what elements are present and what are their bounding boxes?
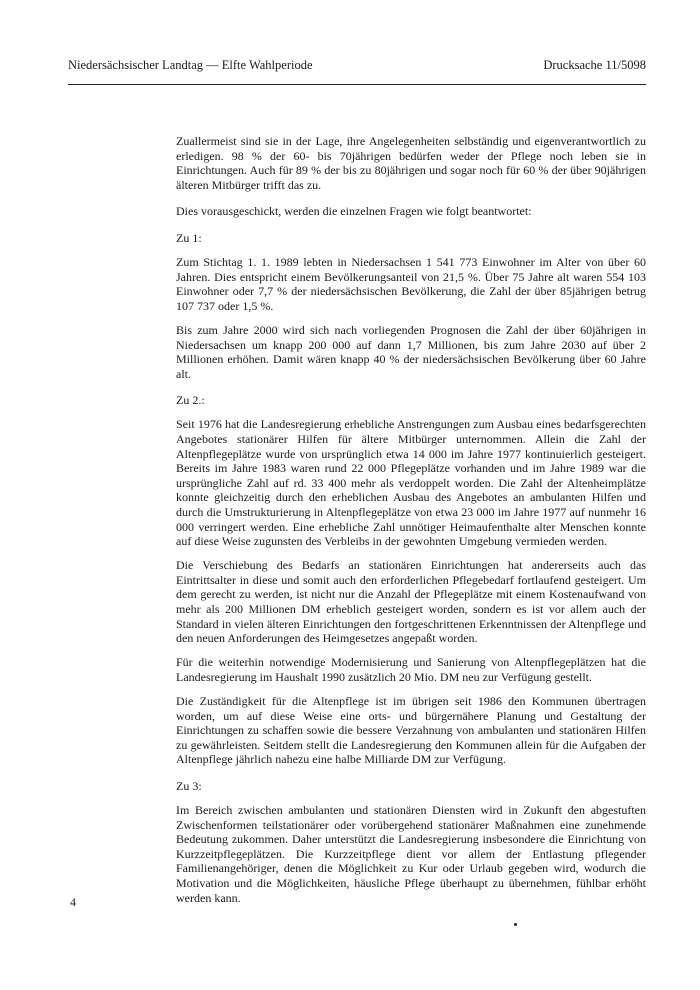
paragraph: Bis zum Jahre 2000 wird sich nach vorliegenden Prognosen die Zahl der über 60jährigen in Niedersachsen um knapp 200 000 auf dann 1,7 Millionen, bis zum Jahre 2030 auf über 2 Millionen erhöhen. Damit wären knapp 40 % der niedersächsischen Bevölkerung über 60 Jahre alt. — [176, 322, 646, 381]
section-heading: Zu 3: — [176, 778, 202, 793]
paragraph: Zuallermeist sind sie in der Lage, ihre Angelegenheiten selbständig und eigenverantwortlich zu erledigen. 98 % der 60- bis 70jährigen bedürfen weder der Pflege noch leben sie in Einrichtungen. Auch für 89 % der bis zu 80jährigen und sogar noch für 60 % der über 90jährigen älteren Mitbürger trifft das zu. — [176, 134, 646, 192]
ink-dot — [514, 923, 517, 926]
header-parliament-title: Niedersächsischer Landtag — Elfte Wahlperiode — [68, 58, 313, 72]
paragraph: Die Verschiebung des Bedarfs an stationären Einrichtungen hat andererseits auch das Eintrittsalter in diese und somit auch den erforderlichen Pflegebedarf fortlaufend gesteigert. Um dem gerecht zu werden, ist nicht nur die Anzahl der Pflegeplätze mit einem Kostenaufwand von mehr als 200 Millionen DM erheblich gesteigert worden, sondern es ist vor allem auch der Standard in vielen älteren Einrichtungen den fortgeschrittenen Erkenntnissen der Altenpflege und den neuen Anforderungen des Heimgesetzes angepaßt worden. — [176, 558, 646, 646]
section-heading: Zu 1: — [176, 230, 202, 245]
page-number: 4 — [70, 895, 76, 909]
paragraph: Die Zuständigkeit für die Altenpflege ist im übrigen seit 1986 den Kommunen übertragen worden, um auf diese Weise eine orts- und bürgernähere Planung und Gestaltung der Einrichtungen zu schaffen sowie die bessere Verzahnung von ambulanten und stationären Hilfen zu gewährleisten. Seitdem stellt die Landesregierung den Kommunen allein für die Aufgaben der Altenpflege jährlich nahezu eine halbe Milliarde DM zur Verfügung. — [176, 694, 646, 767]
header-document-number: Drucksache 11/5098 — [543, 58, 646, 72]
document-body — [176, 134, 646, 915]
paragraph: Dies vorausgeschickt, werden die einzelnen Fragen wie folgt beantwortet: — [176, 204, 532, 219]
paragraph: Im Bereich zwischen ambulanten und stationären Diensten wird in Zukunft den abgestuften Zwischenformen teilstationärer oder vorübergehend stationärer Maßnahmen eine zunehmende Bedeutung zukommen. Daher unterstützt die Landesregierung insbesondere die Einrichtung von Kurzzeitpflegeplätzen. Die Kurzzeitpflege dient vor allem der Entlastung pflegender Familienangehöriger, denen die Möglichkeit zu Kur oder Urlaub gegeben wird, wodurch die Motivation und die Möglichkeiten, häusliche Pflege überhaupt zu übernehmen, fühlbar erhöht werden kann. — [176, 803, 646, 905]
paragraph: Seit 1976 hat die Landesregierung erhebliche Anstrengungen zum Ausbau eines bedarfsgerechten Angebotes stationärer Hilfen für ältere Mitbürger unternommen. Allein die Zahl der Altenpflegeplätze wurde von ursprünglich etwa 14 000 im Jahre 1977 kontinuierlich gesteigert. Bereits im Jahre 1983 waren rund 22 000 Pflegeplätze vorhanden und im Jahre 1989 war die ursprüngliche Zahl auf rd. 33 400 mehr als verdoppelt worden. Die Zahl der Altenheimplätze konnte gleichzeitig durch den erheblichen Ausbau des Angebotes an ambulanten Hilfen und durch die Umstrukturierung in Altenpflegeplätze von etwa 23 000 im Jahre 1977 auf nunmehr 16 000 verringert werden. Eine erhebliche Zahl unnötiger Heimaufenthalte alter Menschen konnte auf diese Weise zugunsten des Verbleibs in der gewohnten Umgebung vermieden werden. — [176, 417, 646, 549]
section-heading: Zu 2.: — [176, 393, 205, 408]
paragraph: Zum Stichtag 1. 1. 1989 lebten in Niedersachsen 1 541 773 Einwohner im Alter von über 60 Jahren. Dies entspricht einem Bevölkerungsanteil von 21,5 %. Über 75 Jahre alt waren 554 103 Einwohner oder 7,7 % der niedersächsischen Bevölkerung, die Zahl der über 85jährigen betrug 107 737 oder 1,5 %. — [176, 255, 646, 313]
page-header — [68, 58, 646, 85]
paragraph: Für die weiterhin notwendige Modernisierung und Sanierung von Altenpflegeplätzen hat die Landesregierung im Haushalt 1990 zusätzlich 20 Mio. DM neu zur Verfügung gestellt. — [176, 655, 646, 684]
